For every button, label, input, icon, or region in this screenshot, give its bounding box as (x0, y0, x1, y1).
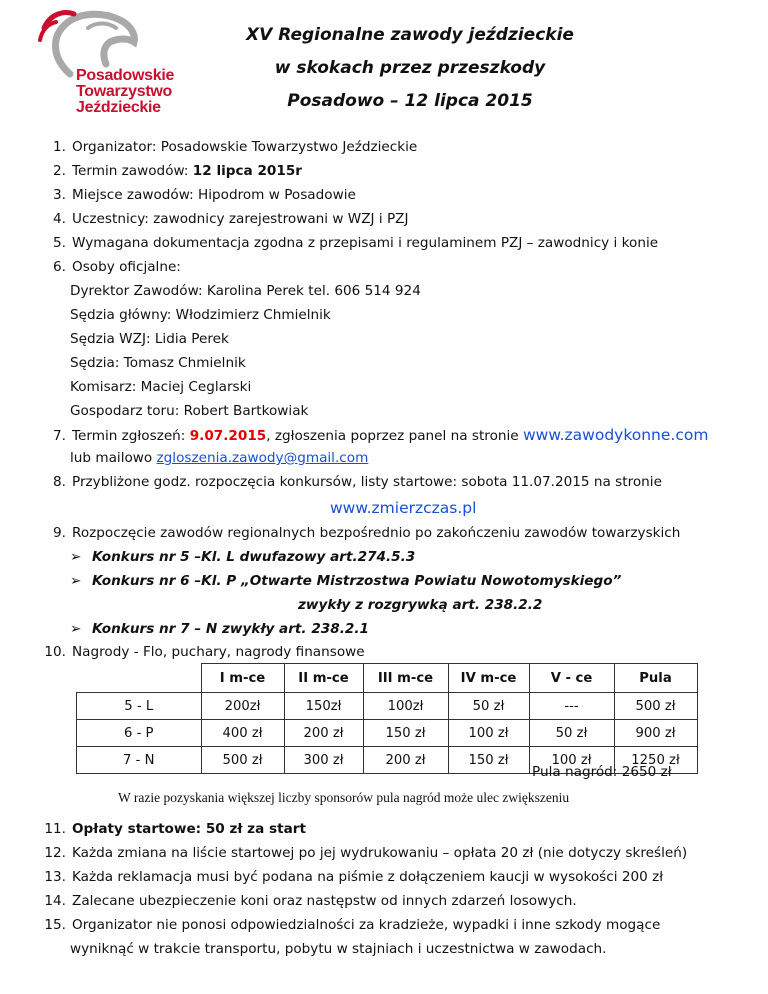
arrow-bullet-icon: ➢ (70, 549, 82, 565)
item-number: 11. (44, 821, 66, 837)
item-text: Wymagana dokumentacja zgodna z przepisami i regulaminem PZJ – zawodnicy i konie (72, 235, 659, 251)
column-header: I m-ce (201, 664, 284, 693)
bullet-text: Konkurs nr 6 –Kl. P „Otwarte Mistrzostwa Powiatu Nowotomyskiego” (92, 573, 622, 589)
item-text: Rozpoczęcie zawodów regionalnych bezpośrednio po zakończeniu zawodów towarzyskich (72, 525, 681, 541)
arrow-bullet-icon: ➢ (70, 621, 82, 637)
item-number: 3. (53, 187, 66, 203)
table-cell: 200 zł (284, 720, 363, 747)
item-text: Uczestnicy: zawodnicy zarejestrowani w WZJ i PZJ (72, 211, 409, 227)
list-item (40, 211, 409, 227)
table-cell: 1250 zł (614, 747, 697, 774)
sponsor-note: W razie pozyskania większej liczby sponsorów pula nagród może ulec zwiększeniu (118, 790, 570, 805)
official: Sędzia główny: Włodzimierz Chmielnik (70, 307, 331, 323)
table-cell: 7 - N (77, 747, 202, 774)
item-number: 5. (53, 235, 66, 251)
list-item (40, 917, 660, 933)
table-cell: 50 zł (448, 693, 529, 720)
item-number: 14. (44, 893, 66, 909)
list-item (40, 845, 687, 861)
table-cell: 150 zł (363, 720, 448, 747)
bullet-text: Konkurs nr 5 –Kl. L dwufazowy art.274.5.3 (92, 549, 416, 565)
prize-pool-total: Pula nagród: 2650 zł (532, 764, 672, 780)
item-text: Miejsce zawodów: Hipodrom w Posadowie (72, 187, 356, 203)
arrow-bullet-icon: ➢ (70, 573, 82, 589)
list-item (40, 426, 708, 444)
title-line-3: Posadowo – 12 lipca 2015 (287, 91, 533, 111)
item-text: Organizator nie ponosi odpowiedzialności za kradzieże, wypadki i inne szkody mogące (72, 917, 661, 933)
zmierzczas-link[interactable]: www.zmierzczas.pl (330, 499, 477, 517)
item-number: 4. (53, 211, 66, 227)
item-number: 12. (44, 845, 66, 861)
table-cell: 200zł (201, 693, 284, 720)
list-item (40, 187, 356, 203)
table-cell: 500 zł (201, 747, 284, 774)
column-header: Pula (614, 664, 697, 693)
list-item (40, 644, 365, 660)
item-number: 10. (44, 644, 66, 660)
item-text: , zgłoszenia poprzez panel na stronie (266, 428, 523, 444)
item-text: Zalecane ubezpieczenie koni oraz następstw od innych zdarzeń losowych. (72, 893, 577, 909)
item-number: 6. (53, 259, 66, 275)
list-item (40, 821, 306, 837)
item-number: 15. (44, 917, 66, 933)
item-number: 8. (53, 474, 66, 490)
logo-line: Jeździeckie (76, 99, 161, 116)
table-cell: 400 zł (201, 720, 284, 747)
item-text: Każda reklamacja musi być podana na piśmie z dołączeniem kaucji w wysokości 200 zł (72, 869, 664, 885)
list-item (40, 235, 658, 251)
table-cell: 500 zł (614, 693, 697, 720)
table-cell: 100 zł (529, 747, 614, 774)
list-item (40, 259, 181, 275)
item-number: 1. (53, 139, 66, 155)
table-corner (77, 664, 202, 693)
bullet-text: Konkurs nr 7 – N zwykły art. 238.2.1 (92, 621, 369, 637)
logo-line: Towarzystwo (76, 83, 172, 100)
item-number: 9. (53, 525, 66, 541)
table-cell: 50 zł (529, 720, 614, 747)
column-header: II m-ce (284, 664, 363, 693)
item-text: Przybliżone godz. rozpoczęcia konkursów, listy startowe: sobota 11.07.2015 na stronie (72, 474, 662, 490)
item-text: Organizator: Posadowskie Towarzystwo Jeździeckie (72, 139, 418, 155)
item-number: 2. (53, 163, 66, 179)
table-cell: --- (529, 693, 614, 720)
official: Dyrektor Zawodów: Karolina Perek tel. 606 514 924 (70, 283, 421, 299)
table-cell: 6 - P (77, 720, 202, 747)
bullet-item (70, 549, 415, 565)
official: Sędzia WZJ: Lidia Perek (70, 331, 229, 347)
email-line (70, 450, 368, 466)
item-text: Termin zawodów: (72, 163, 193, 179)
table-cell: 200 zł (363, 747, 448, 774)
item-text: Termin zgłoszeń: (72, 428, 190, 444)
table-cell: 100 zł (448, 720, 529, 747)
table-row (77, 720, 698, 747)
item-text: Osoby oficjalne: (72, 259, 181, 275)
item-text: Nagrody - Flo, puchary, nagrody finansowe (72, 644, 365, 660)
official: Komisarz: Maciej Ceglarski (70, 379, 252, 395)
table-row (77, 693, 698, 720)
logo-line: Posadowskie (76, 67, 175, 84)
item-text: Opłaty startowe: 50 zł za start (72, 821, 306, 837)
item-number: 7. (53, 428, 66, 444)
item-number: 13. (44, 869, 66, 885)
table-cell: 5 - L (77, 693, 202, 720)
list-item (40, 869, 663, 885)
bullet-continuation: zwykły z rozgrywką art. 238.2.2 (298, 597, 543, 613)
official: Sędzia: Tomasz Chmielnik (70, 355, 246, 371)
list-item (40, 525, 680, 541)
list-item (40, 893, 577, 909)
item-text: Każda zmiana na liście startowej po jej wydrukowaniu – opłata 20 zł (nie dotyczy skreśleń) (72, 845, 688, 861)
deadline-date: 9.07.2015 (189, 428, 267, 444)
list-item (40, 474, 662, 490)
list-item (40, 163, 302, 179)
column-header: IV m-ce (448, 664, 529, 693)
item-text: lub mailowo (70, 450, 157, 466)
official: Gospodarz toru: Robert Bartkowiak (70, 403, 309, 419)
title-line-1: XV Regionalne zawody jeździeckie (246, 25, 574, 45)
column-header: III m-ce (363, 664, 448, 693)
item-continuation: wyniknąć w trakcie transportu, pobytu w stajniach i uczestnictwa w zawodach. (70, 941, 607, 957)
bullet-item (70, 621, 369, 637)
table-cell: 150zł (284, 693, 363, 720)
column-header: V - ce (529, 664, 614, 693)
table-header-row (77, 664, 698, 693)
bullet-item (70, 573, 621, 589)
zawodykonne-link[interactable]: www.zawodykonne.com (522, 426, 709, 444)
table-cell: 100zł (363, 693, 448, 720)
table-cell: 300 zł (284, 747, 363, 774)
table-cell: 150 zł (448, 747, 529, 774)
title-line-2: w skokach przez przeszkody (274, 58, 546, 78)
table-cell: 900 zł (614, 720, 697, 747)
list-item (40, 139, 417, 155)
event-date: 12 lipca 2015r (192, 163, 302, 179)
email-link[interactable]: zgloszenia.zawody@gmail.com (156, 450, 369, 466)
prize-table (76, 663, 698, 774)
